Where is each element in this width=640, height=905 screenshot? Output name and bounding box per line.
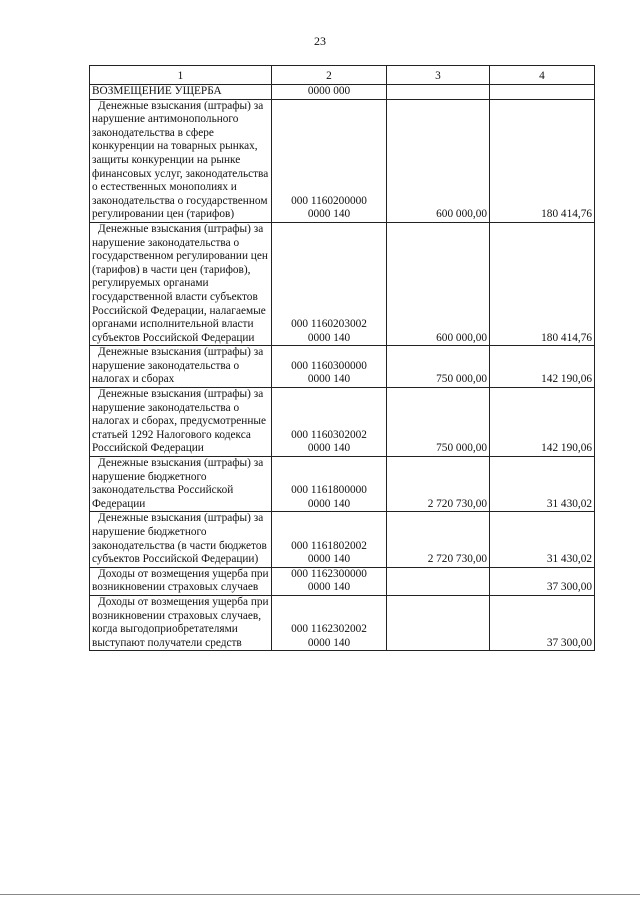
table-row (90, 457, 595, 512)
row-plan-amount: 2 720 730,00 (387, 512, 490, 567)
row-code-part1: 000 1160300000 (291, 359, 367, 372)
row-plan-amount: 750 000,00 (387, 388, 490, 457)
table-row (90, 567, 595, 595)
row-description (90, 222, 272, 345)
row-plan-amount: 600 000,00 (387, 222, 490, 345)
row-code-part2: 0000 140 (307, 373, 351, 386)
column-header: 2 (272, 66, 387, 85)
row-description (90, 99, 272, 222)
row-actual-amount: 180 414,76 (490, 99, 595, 222)
row-description (90, 512, 272, 567)
table-row (90, 222, 595, 345)
row-description-text: Денежные взыскания (штрафы) за нарушение законодательства о налогах и сборах (92, 346, 264, 386)
row-code-part2: 0000 140 (307, 442, 351, 455)
column-header: 3 (387, 66, 490, 85)
row-plan-amount: 2 720 730,00 (387, 457, 490, 512)
row-actual-amount: 31 430,02 (490, 457, 595, 512)
row-code (272, 388, 387, 457)
row-actual-amount: 37 300,00 (490, 595, 595, 650)
row-description (90, 567, 272, 595)
table-row (90, 388, 595, 457)
row-code-part2: 0000 140 (307, 331, 351, 344)
row-code (272, 99, 387, 222)
row-code (272, 595, 387, 650)
row-description-text: Денежные взыскания (штрафы) за нарушение бюджетного законодательства (в части бюджетов субъектов Российской Федерации) (92, 512, 267, 566)
row-code-part1: 000 1161802002 (291, 539, 367, 552)
row-code (272, 457, 387, 512)
row-code-part2: 0000 140 (307, 497, 351, 510)
row-description-text: Денежные взыскания (штрафы) за нарушение законодательства о государственном регулировании цен (тарифов) в части цен (тарифов), регулируемых органами государственной власти субъектов Российской Федерации, налагаемые органами исполнительной власти субъектов Российской Федерации (92, 222, 268, 344)
row-code-part2: 0000 140 (307, 553, 351, 566)
row-actual-amount: 142 190,06 (490, 388, 595, 457)
column-header: 4 (490, 66, 595, 85)
row-actual-amount: 37 300,00 (490, 567, 595, 595)
row-code (272, 222, 387, 345)
row-description (90, 346, 272, 388)
row-code-part1: 000 1161800000 (291, 484, 367, 497)
row-description-text: Денежные взыскания (штрафы) за нарушение бюджетного законодательства Российской Федерации (92, 457, 264, 510)
budget-table (89, 65, 595, 651)
empty-cell (387, 85, 490, 100)
section-name: ВОЗМЕЩЕНИЕ УЩЕРБА (90, 85, 272, 100)
row-actual-amount: 180 414,76 (490, 222, 595, 345)
page-bottom-edge (0, 894, 640, 895)
row-code-part1: 000 1160200000 (291, 194, 367, 207)
table-row (90, 595, 595, 650)
row-code-part2: 0000 140 (307, 636, 351, 649)
row-code-part1: 000 1162300000 (291, 567, 367, 580)
row-description (90, 457, 272, 512)
row-description-text: Денежные взыскания (штрафы) за нарушение антимонопольного законодательства в сфере конкуренции на товарных рынках, защиты конкуренции на рынке финансовых услуг, законодательства о естественных монополиях и законодательства о государственном регулировании цен (тарифов) (92, 99, 269, 221)
table-row (90, 512, 595, 567)
row-description (90, 595, 272, 650)
table-row (90, 99, 595, 222)
column-header: 1 (90, 66, 272, 85)
page-number: 23 (314, 34, 326, 48)
row-plan-amount: 600 000,00 (387, 99, 490, 222)
row-actual-amount: 142 190,06 (490, 346, 595, 388)
row-code-part1: 000 1160203002 (291, 318, 367, 331)
row-code-part2: 0000 140 (307, 208, 351, 221)
row-code (272, 346, 387, 388)
row-code (272, 567, 387, 595)
row-description (90, 388, 272, 457)
row-code (272, 512, 387, 567)
row-description-text: Денежные взыскания (штрафы) за нарушение законодательства о налогах и сборах, предусмотренные статьей 1292 Налогового кодекса Российской Федерации (92, 388, 266, 455)
row-actual-amount: 31 430,02 (490, 512, 595, 567)
section-code: 0000 000 (272, 85, 387, 100)
table-row (90, 346, 595, 388)
row-plan-amount (387, 595, 490, 650)
row-plan-amount (387, 567, 490, 595)
row-description-text: Доходы от возмещения ущерба при возникновении страховых случаев (92, 567, 269, 594)
row-code-part2: 0000 140 (307, 581, 351, 594)
empty-cell (490, 85, 595, 100)
row-plan-amount: 750 000,00 (387, 346, 490, 388)
row-description-text: Доходы от возмещения ущерба при возникновении страховых случаев, когда выгодоприобретателями выступают получатели средств (92, 595, 269, 649)
section-row (90, 85, 595, 100)
table-header-row (90, 66, 595, 85)
row-code-part1: 000 1160302002 (291, 428, 367, 441)
row-code-part1: 000 1162302002 (291, 623, 367, 636)
